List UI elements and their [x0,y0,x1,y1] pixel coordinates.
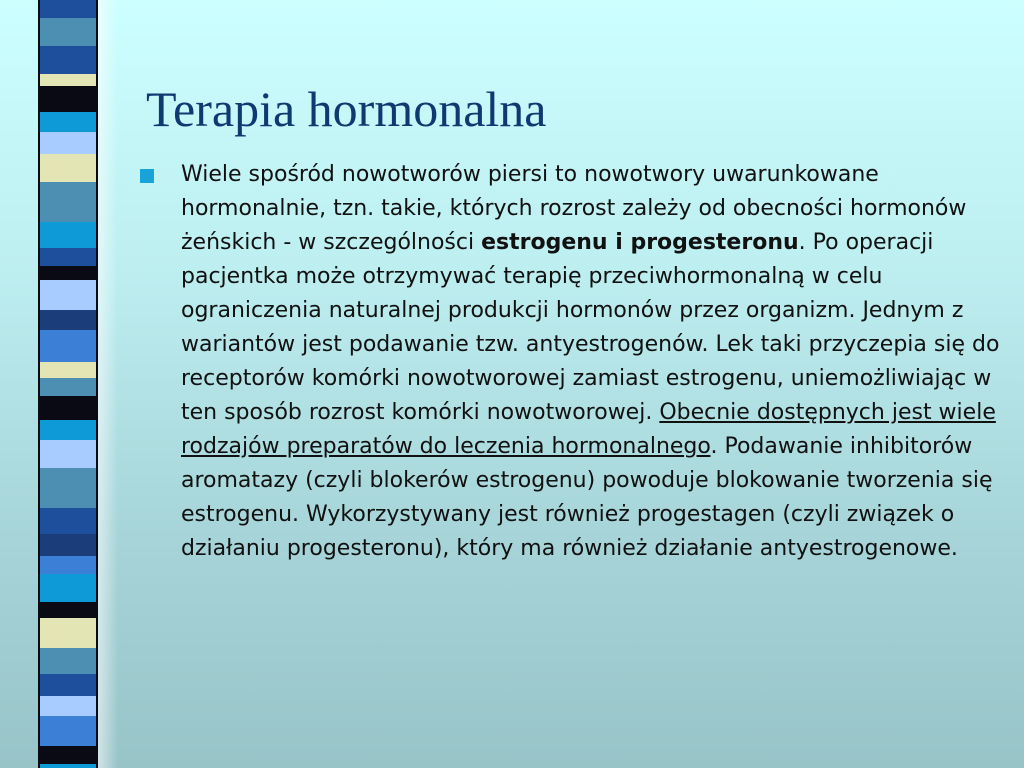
body-underlined-text: Obecnie dostępnych jest wiele rodzajów preparatów do leczenia hormonalnego [181,400,996,459]
stripe-band [40,648,96,674]
stripe-band [40,696,96,716]
stripe-band [40,534,96,556]
stripe-band [40,468,96,508]
stripe-band [40,618,96,648]
stripe-band [40,440,96,468]
stripe-band [40,716,96,746]
stripe-band [40,132,96,154]
stripe-band [40,602,96,618]
stripe-band [40,182,96,222]
body-text-2: . Po operacji pacjentka może otrzymywać terapię przeciwhormonalną w celu ograniczenia naturalnej produkcji hormonów przez organizm. Jednym z wariantów jest podawanie tzw. antyestrogenów. Lek taki przyczepia się do receptorów komórki nowotworowej zamiast estrogenu, uniemożliwiając w ten sposób rozrost komórki nowotworowej. [181,230,1000,425]
stripe-band [40,154,96,182]
stripe-band [40,508,96,534]
stripe-band [40,556,96,574]
stripe-band [40,362,96,378]
stripe-band [40,310,96,330]
stripe-band [40,420,96,440]
stripe-band [40,0,96,18]
body-text-3: . Podawanie inhibitorów aromatazy (czyli blokerów estrogenu) powoduje blokowanie tworzenia się estrogenu. Wykorzystywany jest również progestagen (czyli związek o działaniu progesteronu), który ma również działanie antyestrogenowe. [181,434,993,561]
bullet-square-icon [140,169,154,183]
stripe-band [40,746,96,764]
stripe-band [40,330,96,362]
decorative-stripe [38,0,98,768]
stripe-band [40,46,96,74]
slide-title: Terapia hormonalna [146,81,547,137]
stripe-band [40,18,96,46]
stripe-band [40,266,96,280]
body-paragraph [181,158,1001,566]
stripe-band [40,74,96,86]
stripe-band [40,674,96,696]
stripe-band [40,574,96,602]
stripe-band [40,86,96,112]
stripe-band [40,764,96,768]
stripe-band [40,378,96,396]
stripe-band [40,222,96,248]
stripe-band [40,396,96,420]
stripe-band [40,248,96,266]
stripe-band [40,280,96,310]
body-text-1: Wiele spośród nowotworów piersi to nowotwory uwarunkowane hormonalnie, tzn. takie, których rozrost zależy od obecności hormonów żeńskich - w szczególności [181,162,967,255]
stripe-band [40,112,96,132]
body-bold-text: estrogenu i progesteronu [481,230,799,255]
stripe-highlight [98,0,118,768]
slide-body [140,158,1010,566]
